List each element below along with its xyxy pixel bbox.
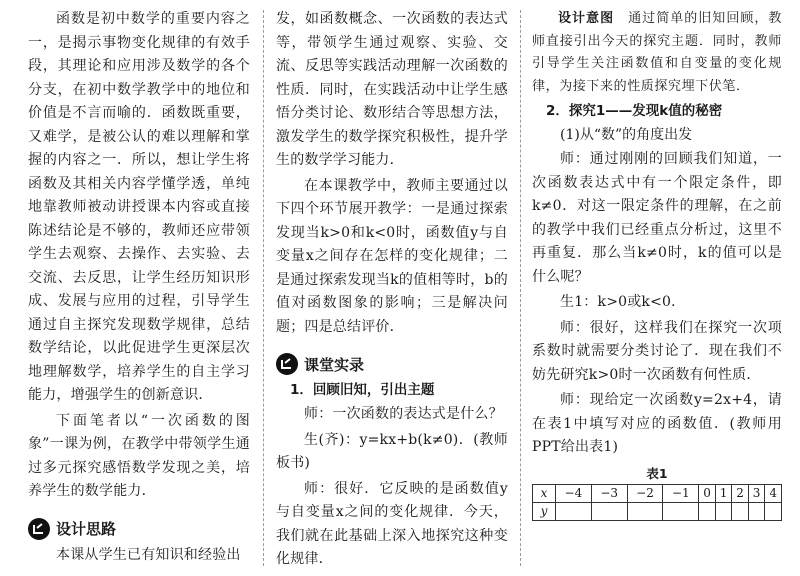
- dialogue-line: 师：很好，这样我们在探究一次项系数时就需要分类讨论了．现在我们不妨先研究k>0时一次函数有何性质．: [532, 319, 782, 383]
- design-paragraph: 本课从学生已有知识和经验出: [56, 546, 241, 563]
- section-heading-classroom-record: [276, 353, 508, 375]
- table-header-x: x: [533, 484, 556, 502]
- table-cell-y: [627, 502, 663, 520]
- design-intent-text: 通过简单的旧知回顾，教师直接引出今天的探究主题．同时，教师引导学生关注函数值和自变量的变化规律，为接下来的性质探究埋下伏笔．: [532, 11, 782, 94]
- dialogue-line: 生1：k>0或k<0．: [560, 294, 686, 310]
- sub-subheading: (1)从“数”的角度出发: [560, 127, 693, 143]
- table-cell-x: −2: [627, 484, 663, 502]
- table-row-x: [533, 484, 782, 502]
- intro-paragraph: 函数是初中数学的重要内容之一，是揭示事物变化规律的有效手段，其理论和应用涉及数学的各个分支，在初中数学教学中的地位和价值是不言而喻的．函数既重要，又难学，是被公认的难以理解和掌握的内容之一．所以，想让学生将函数及其相关内容学懂学透，单纯地靠教师被动讲授课本内容或直接陈述结论是不够的，教师还应带领学生去观察、去操作、去实验、去交流、去反思，让学生经历知识形成、发展与应用的过程，引导学生通过自主探究发现数学规律，总结数学结论，以此促进学生更深层次地理解数学，培养学生的自主学习能力，增强学生的创新意识．: [28, 11, 250, 403]
- column-1: [28, 8, 250, 569]
- continued-paragraph: 发，如函数概念、一次函数的表达式等，带领学生通过观察、实验、交流、反思等实践活动理解一次函数的性质．同时，在实践活动中让学生感悟分类讨论、数形结合等思想方法，激发学生的数学探究积极性，提升学生的数学学习能力．: [276, 11, 508, 168]
- table-cell-x: 4: [765, 484, 782, 502]
- dialogue-line: 生(齐)：y=kx+b(k≠0)．(教师板书): [276, 431, 508, 471]
- subheading-review: 1．回顾旧知，引出主题: [290, 382, 435, 398]
- design-intent-label: 设计意图: [558, 11, 615, 26]
- section-title: 课堂实录: [304, 355, 365, 374]
- table-row-y: [533, 502, 782, 520]
- table-cell-y: [663, 502, 699, 520]
- table-header-y: y: [533, 502, 556, 520]
- table-cell-y: [591, 502, 627, 520]
- table-cell-y: [732, 502, 749, 520]
- table-cell-x: 1: [715, 484, 732, 502]
- section-heading-design-ideas: [28, 518, 250, 540]
- column-divider-right: [520, 10, 521, 566]
- column-2: [276, 8, 508, 574]
- table-cell-y: [556, 502, 592, 520]
- table-title: 表1: [646, 465, 668, 481]
- table-cell-x: 2: [732, 484, 749, 502]
- table-cell-x: −3: [591, 484, 627, 502]
- section-title: 设计思路: [56, 520, 117, 538]
- value-table: [532, 484, 782, 521]
- dialogue-line: 师：现给定一次函数y=2x+4，请在表1中填写对应的函数值．(教师用PPT给出表1): [532, 392, 782, 455]
- pointing-arrow-badge-icon: [276, 353, 298, 375]
- table-cell-y: [699, 502, 716, 520]
- table-cell-x: 0: [699, 484, 716, 502]
- teaching-steps-paragraph: 在本课教学中，教师主要通过以下四个环节展开教学：一是通过探索发现当k>0和k<0时，函数值y与自变量x之间存在怎样的变化规律；二是通过探索发现当k的值相等时，b的值对函数图象的影响；三是解决问题；四是总结评价．: [276, 177, 508, 335]
- table-cell-y: [748, 502, 765, 520]
- dialogue-line: 师：通过刚刚的回顾我们知道，一次函数表达式中有一个限定条件，即k≠0．对这一限定条件的理解，在之前的教学中我们已经重点分析过，这里不再重复．那么当k≠0时，k的值可以是什么呢？: [532, 151, 782, 285]
- table-cell-y: [765, 502, 782, 520]
- dialogue-line: 师：一次函数的表达式是什么？: [304, 406, 503, 422]
- column-3: [532, 8, 782, 521]
- example-paragraph: 下面笔者以“一次函数的图象”一课为例，在教学中带领学生通过多元探究感悟数学发现之美，培养学生的数学能力．: [28, 412, 250, 499]
- subheading-explore-k: 2．探究1——发现k值的秘密: [546, 103, 723, 119]
- table-cell-x: −1: [663, 484, 699, 502]
- table-cell-x: −4: [556, 484, 592, 502]
- dialogue-line: 师：很好．它反映的是函数值y与自变量x之间的变化规律．今天，我们就在此基础上深入地探究这种变化规律．: [276, 480, 508, 567]
- table-cell-y: [715, 502, 732, 520]
- pointing-arrow-badge-icon: [28, 518, 50, 540]
- column-divider-left: [263, 10, 264, 566]
- table-cell-x: 3: [748, 484, 765, 502]
- design-intent-note: [532, 8, 782, 98]
